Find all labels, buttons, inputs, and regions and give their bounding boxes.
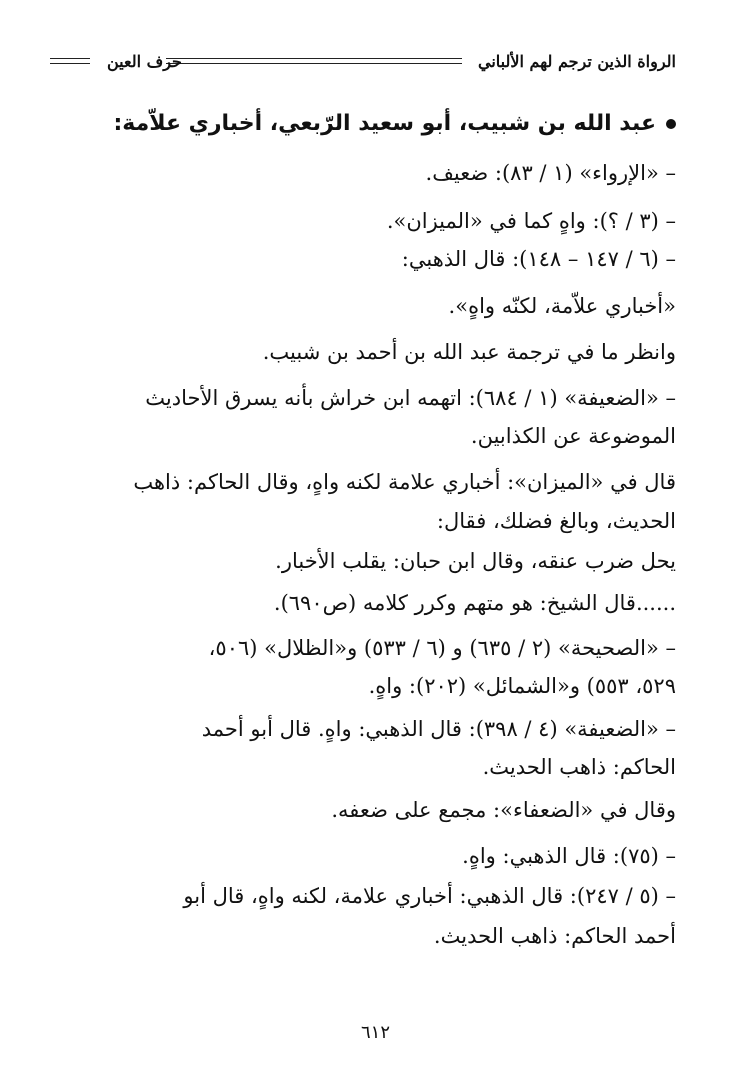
text-line: يحل ضرب عنقه، وقال ابن حبان: يقلب الأخبار. — [275, 549, 676, 573]
text-line: – «الضعيفة» (١ / ٦٨٤): اتهمه ابن خراش بأنه يسرق الأحاديث — [145, 386, 676, 410]
entry-heading — [50, 108, 676, 140]
running-header-title: الرواة الذين ترجم لهم الألباني — [478, 52, 676, 71]
text-line: وقال في «الضعفاء»: مجمع على ضعفه. — [331, 798, 676, 822]
text-line: وانظر ما في ترجمة عبد الله بن أحمد بن شبيب. — [262, 340, 676, 364]
text-line: «أخباري علاّمة، لكنّه واهٍ». — [448, 294, 676, 318]
entry-heading-text: عبد الله بن شبيب، أبو سعيد الرّبعي، أخباري علاّمة: — [113, 111, 656, 136]
text-line: – (٧٥): قال الذهبي: واهٍ. — [462, 844, 676, 868]
text-line: قال في «الميزان»: أخباري علامة لكنه واهٍ، وقال الحاكم: ذاهب — [133, 470, 676, 494]
header-dash — [50, 58, 90, 64]
text-line: – (٥ / ٢٤٧): قال الذهبي: أخباري علامة، لكنه واهٍ، قال أبو — [183, 884, 676, 908]
header-rule — [166, 58, 462, 64]
running-header-section: حرف العين — [107, 52, 182, 71]
page-number: ٦١٢ — [360, 1022, 390, 1043]
text-line: ٥٢٩، ٥٥٣) و«الشمائل» (٢٠٢): واهٍ. — [368, 674, 676, 698]
text-line: – «الإرواء» (١ / ٨٣): ضعيف. — [425, 161, 676, 185]
text-line: – «الصحيحة» (٢ / ٦٣٥) و (٦ / ٥٣٣) و«الظلال» (٥٠٦، — [208, 636, 676, 660]
text-line: – «الضعيفة» (٤ / ٣٩٨): قال الذهبي: واهٍ. قال أبو أحمد — [201, 717, 676, 741]
text-line: الموضوعة عن الكذابين. — [470, 424, 676, 448]
text-line: الحديث، وبالغ فضلك، فقال: — [436, 509, 676, 533]
text-line: ......قال الشيخ: هو متهم وكرر كلامه (ص٦٩٠). — [273, 591, 676, 615]
text-line: – (٣ / ؟): واهٍ كما في «الميزان». — [386, 209, 676, 233]
running-header — [50, 46, 676, 74]
bullet-icon — [666, 119, 676, 129]
text-line: الحاكم: ذاهب الحديث. — [482, 755, 676, 779]
text-line: – (٦ / ١٤٧ – ١٤٨): قال الذهبي: — [401, 247, 676, 271]
text-line: أحمد الحاكم: ذاهب الحديث. — [433, 924, 676, 948]
